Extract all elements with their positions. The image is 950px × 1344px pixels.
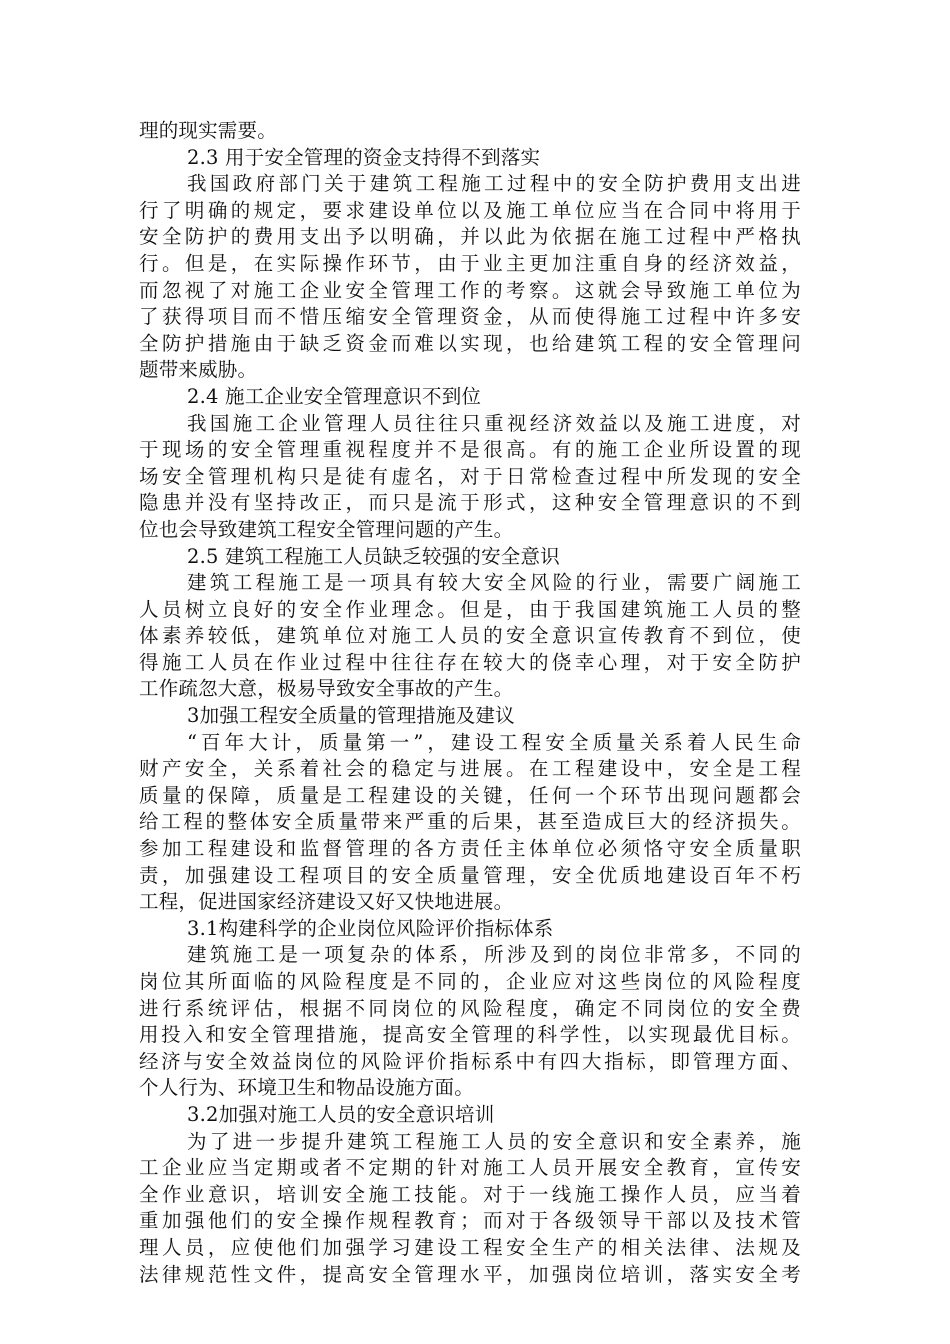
text-line: 个人行为、环境卫生和物品设施方面。: [139, 1076, 474, 1100]
text-line: 用投入和安全管理措施，提高安全管理的科学性，以实现最优目标。: [139, 1023, 801, 1047]
text-line: 行了明确的规定，要求建设单位以及施工单位应当在合同中将用于: [139, 198, 801, 222]
text-line: 质量的保障，质量是工程建设的关键，任何一个环节出现问题都会: [139, 783, 801, 807]
text-line: 全防护措施由于缺乏资金而难以实现，也给建筑工程的安全管理问: [139, 331, 801, 355]
text-line: 2.4 施工企业安全管理意识不到位: [187, 384, 482, 408]
text-line: 经济与安全效益岗位的风险评价指标系中有四大指标，即管理方面、: [139, 1049, 801, 1073]
text-line: 我国政府部门关于建筑工程施工过程中的安全防护费用支出进: [187, 172, 801, 196]
text-line: 2.5 建筑工程施工人员缺乏较强的安全意识: [187, 544, 560, 568]
text-line: 给工程的整体安全质量带来严重的后果，甚至造成巨大的经济损失。: [139, 810, 801, 834]
text-line: 建筑施工是一项复杂的体系，所涉及到的岗位非常多，不同的: [187, 943, 801, 967]
text-line: 安全防护的费用支出予以明确，并以此为依据在施工过程中严格执: [139, 225, 801, 249]
text-line: 人员树立良好的安全作业理念。但是，由于我国建筑施工人员的整: [139, 597, 801, 621]
text-line: 3加强工程安全质量的管理措施及建议: [187, 704, 515, 728]
text-line: 财产安全，关系着社会的稳定与进展。在工程建设中，安全是工程: [139, 757, 801, 781]
text-line: 岗位其所面临的风险程度是不同的，企业应对这些岗位的风险程度: [139, 970, 801, 993]
text-line: 场安全管理机构只是徒有虚名，对于日常检查过程中所发现的安全: [139, 464, 801, 488]
text-line: 法律规范性文件，提高安全管理水平，加强岗位培训，落实安全考: [139, 1262, 801, 1286]
text-line: 体素养较低，建筑单位对施工人员的安全意识宣传教育不到位，使: [139, 624, 801, 648]
text-line: 了获得项目而不惜压缩安全管理资金，从而使得施工过程中许多安: [139, 305, 801, 329]
text-line: 而忽视了对施工企业安全管理工作的考察。这就会导致施工单位为: [139, 278, 801, 302]
text-line: 进行系统评估，根据不同岗位的风险程度，确定不同岗位的安全费: [139, 996, 801, 1020]
text-line: 工程，促进国家经济建设又好又快地进展。: [139, 890, 514, 914]
text-line: 行。但是，在实际操作环节，由于业主更加注重自身的经济效益，: [139, 251, 801, 275]
text-line: 隐患并没有坚持改正，而只是流于形式，这种安全管理意识的不到: [139, 491, 801, 515]
text-line: 3.1构建科学的企业岗位风险评价指标体系: [187, 916, 554, 940]
text-line: 于现场的安全管理重视程度并不是很高。有的施工企业所设置的现: [139, 438, 801, 462]
text-line: 理的现实需要。: [139, 119, 277, 142]
text-line: 责，加强建设工程项目的安全质量管理，安全优质地建设百年不朽: [139, 863, 801, 887]
text-line: 全作业意识，培训安全施工技能。对于一线施工操作人员，应当着: [139, 1182, 801, 1206]
text-line: 2.3 用于安全管理的资金支持得不到落实: [187, 145, 541, 169]
text-line: 3.2加强对施工人员的安全意识培训: [187, 1102, 495, 1126]
text-line: 工作疏忽大意，极易导致安全事故的产生。: [139, 677, 514, 701]
text-line: “百年大计，质量第一”，建设工程安全质量关系着人民生命: [187, 730, 801, 754]
text-line: 工企业应当定期或者不定期的针对施工人员开展安全教育，宣传安: [139, 1156, 801, 1180]
text-line: 重加强他们的安全操作规程教育；而对于各级领导干部以及技术管: [139, 1209, 801, 1233]
text-line: 我国施工企业管理人员往往只重视经济效益以及施工进度，对: [187, 411, 801, 435]
text-line: 得施工人员在作业过程中往往存在较大的侥幸心理，对于安全防护: [139, 650, 801, 674]
text-line: 参加工程建设和监督管理的各方责任主体单位必须恪守安全质量职: [139, 837, 801, 861]
text-line: 建筑工程施工是一项具有较大安全风险的行业，需要广阔施工: [187, 571, 801, 595]
text-line: 位也会导致建筑工程安全管理问题的产生。: [139, 517, 514, 541]
document-page: [139, 118, 801, 1288]
text-line: 题带来威胁。: [139, 358, 258, 382]
text-line: 为了进一步提升建筑工程施工人员的安全意识和安全素养，施: [187, 1129, 801, 1153]
text-line: 理人员，应使他们加强学习建设工程安全生产的相关法律、法规及: [139, 1235, 801, 1259]
